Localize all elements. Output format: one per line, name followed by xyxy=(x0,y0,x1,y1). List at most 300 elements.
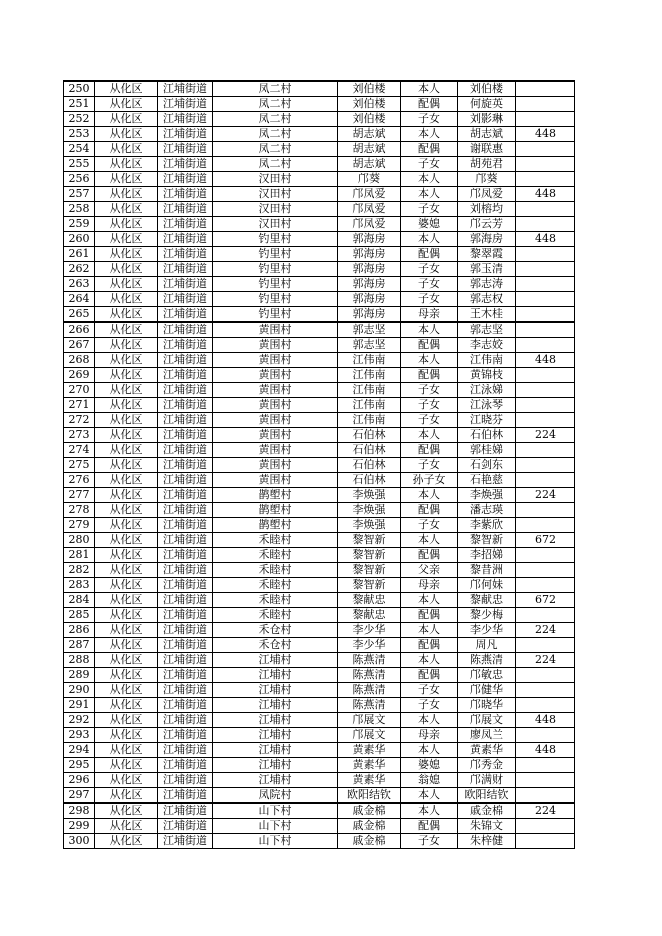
member-name-cell: 李志姣 xyxy=(458,338,516,353)
street-cell: 江埔街道 xyxy=(158,338,213,353)
relation-cell: 本人 xyxy=(401,623,458,638)
relation-cell: 子女 xyxy=(401,834,458,849)
table-row xyxy=(64,187,575,202)
relation-cell: 子女 xyxy=(401,383,458,398)
relation-cell: 母亲 xyxy=(401,578,458,593)
row-number-cell: 292 xyxy=(64,713,95,728)
village-cell: 凤二村 xyxy=(213,112,338,127)
row-number-cell: 267 xyxy=(64,338,95,353)
row-number-cell: 297 xyxy=(64,788,95,804)
relation-cell: 子女 xyxy=(401,413,458,428)
relation-cell: 子女 xyxy=(401,398,458,413)
district-cell: 从化区 xyxy=(95,338,158,353)
street-cell: 江埔街道 xyxy=(158,187,213,202)
household-head-cell: 李少华 xyxy=(338,623,401,638)
district-cell: 从化区 xyxy=(95,413,158,428)
district-cell: 从化区 xyxy=(95,473,158,488)
member-name-cell: 朱梓健 xyxy=(458,834,516,849)
member-name-cell: 胡志斌 xyxy=(458,127,516,142)
district-cell: 从化区 xyxy=(95,81,158,97)
row-number-cell: 280 xyxy=(64,533,95,548)
table-row xyxy=(64,803,575,819)
member-name-cell: 邝敏忠 xyxy=(458,668,516,683)
row-number-cell: 263 xyxy=(64,277,95,292)
member-name-cell: 邝展文 xyxy=(458,713,516,728)
table-row xyxy=(64,683,575,698)
row-number-cell: 293 xyxy=(64,728,95,743)
row-number-cell: 275 xyxy=(64,458,95,473)
street-cell: 江埔街道 xyxy=(158,112,213,127)
table-row xyxy=(64,127,575,142)
amount-cell xyxy=(516,698,575,713)
member-name-cell: 周凡 xyxy=(458,638,516,653)
household-head-cell: 陈燕清 xyxy=(338,683,401,698)
relation-cell: 配偶 xyxy=(401,503,458,518)
member-name-cell: 邝晓华 xyxy=(458,698,516,713)
household-head-cell: 李焕强 xyxy=(338,503,401,518)
member-name-cell: 刘伯楼 xyxy=(458,81,516,97)
village-cell: 江埔村 xyxy=(213,653,338,668)
district-cell: 从化区 xyxy=(95,503,158,518)
row-number-cell: 290 xyxy=(64,683,95,698)
relation-cell: 本人 xyxy=(401,353,458,368)
household-head-cell: 黄素华 xyxy=(338,743,401,758)
district-cell: 从化区 xyxy=(95,398,158,413)
household-head-cell: 江伟南 xyxy=(338,413,401,428)
village-cell: 禾仓村 xyxy=(213,623,338,638)
village-cell: 黄围村 xyxy=(213,458,338,473)
district-cell: 从化区 xyxy=(95,788,158,804)
village-cell: 江埔村 xyxy=(213,728,338,743)
relation-cell: 本人 xyxy=(401,488,458,503)
table-row xyxy=(64,217,575,232)
district-cell: 从化区 xyxy=(95,127,158,142)
village-cell: 汉田村 xyxy=(213,217,338,232)
relation-cell: 子女 xyxy=(401,202,458,217)
amount-cell xyxy=(516,758,575,773)
relation-cell: 本人 xyxy=(401,653,458,668)
street-cell: 江埔街道 xyxy=(158,653,213,668)
street-cell: 江埔街道 xyxy=(158,473,213,488)
row-number-cell: 265 xyxy=(64,307,95,323)
member-name-cell: 邝满财 xyxy=(458,773,516,788)
household-head-cell: 黎智新 xyxy=(338,533,401,548)
street-cell: 江埔街道 xyxy=(158,428,213,443)
village-cell: 凤二村 xyxy=(213,142,338,157)
street-cell: 江埔街道 xyxy=(158,157,213,172)
village-cell: 钓里村 xyxy=(213,292,338,307)
relation-cell: 配偶 xyxy=(401,142,458,157)
district-cell: 从化区 xyxy=(95,322,158,338)
table-row xyxy=(64,653,575,668)
row-number-cell: 278 xyxy=(64,503,95,518)
row-number-cell: 260 xyxy=(64,232,95,247)
household-head-cell: 郭志坚 xyxy=(338,338,401,353)
district-cell: 从化区 xyxy=(95,383,158,398)
household-head-cell: 刘伯楼 xyxy=(338,97,401,112)
member-name-cell: 郭海房 xyxy=(458,232,516,247)
household-head-cell: 江伟南 xyxy=(338,383,401,398)
street-cell: 江埔街道 xyxy=(158,819,213,834)
table-row xyxy=(64,548,575,563)
household-head-cell: 郭志坚 xyxy=(338,322,401,338)
member-name-cell: 胡苑君 xyxy=(458,157,516,172)
district-cell: 从化区 xyxy=(95,232,158,247)
relation-cell: 孙子女 xyxy=(401,473,458,488)
district-cell: 从化区 xyxy=(95,653,158,668)
household-head-cell: 江伟南 xyxy=(338,368,401,383)
household-head-cell: 郭海房 xyxy=(338,247,401,262)
street-cell: 江埔街道 xyxy=(158,593,213,608)
amount-cell xyxy=(516,398,575,413)
street-cell: 江埔街道 xyxy=(158,413,213,428)
district-cell: 从化区 xyxy=(95,458,158,473)
district-cell: 从化区 xyxy=(95,202,158,217)
member-name-cell: 戚金棉 xyxy=(458,803,516,819)
member-name-cell: 李紫欣 xyxy=(458,518,516,533)
row-number-cell: 283 xyxy=(64,578,95,593)
village-cell: 钓里村 xyxy=(213,262,338,277)
village-cell: 黄围村 xyxy=(213,383,338,398)
table-row xyxy=(64,458,575,473)
member-name-cell: 黄素华 xyxy=(458,743,516,758)
amount-cell xyxy=(516,834,575,849)
amount-cell xyxy=(516,608,575,623)
street-cell: 江埔街道 xyxy=(158,307,213,323)
relation-cell: 本人 xyxy=(401,81,458,97)
household-head-cell: 戚金棉 xyxy=(338,803,401,819)
relation-cell: 配偶 xyxy=(401,443,458,458)
row-number-cell: 296 xyxy=(64,773,95,788)
district-cell: 从化区 xyxy=(95,112,158,127)
relation-cell: 本人 xyxy=(401,322,458,338)
amount-cell xyxy=(516,142,575,157)
table-row xyxy=(64,232,575,247)
table-row xyxy=(64,758,575,773)
street-cell: 江埔街道 xyxy=(158,563,213,578)
table-row xyxy=(64,518,575,533)
relation-cell: 本人 xyxy=(401,187,458,202)
row-number-cell: 254 xyxy=(64,142,95,157)
row-number-cell: 295 xyxy=(64,758,95,773)
table-row xyxy=(64,307,575,323)
relation-cell: 婆媳 xyxy=(401,217,458,232)
table-row xyxy=(64,247,575,262)
household-head-cell: 胡志斌 xyxy=(338,157,401,172)
amount-cell xyxy=(516,262,575,277)
street-cell: 江埔街道 xyxy=(158,458,213,473)
member-name-cell: 邝云芳 xyxy=(458,217,516,232)
household-head-cell: 郭海房 xyxy=(338,292,401,307)
row-number-cell: 271 xyxy=(64,398,95,413)
row-number-cell: 262 xyxy=(64,262,95,277)
household-head-cell: 胡志斌 xyxy=(338,142,401,157)
relation-cell: 婆媳 xyxy=(401,758,458,773)
relation-cell: 子女 xyxy=(401,157,458,172)
relation-cell: 子女 xyxy=(401,458,458,473)
table-row xyxy=(64,713,575,728)
amount-cell xyxy=(516,443,575,458)
member-name-cell: 何旋英 xyxy=(458,97,516,112)
district-cell: 从化区 xyxy=(95,443,158,458)
village-cell: 江埔村 xyxy=(213,668,338,683)
amount-cell xyxy=(516,518,575,533)
household-head-cell: 刘伯楼 xyxy=(338,112,401,127)
village-cell: 凤二村 xyxy=(213,97,338,112)
street-cell: 江埔街道 xyxy=(158,262,213,277)
relation-cell: 母亲 xyxy=(401,307,458,323)
amount-cell xyxy=(516,172,575,187)
table-row xyxy=(64,488,575,503)
table-row xyxy=(64,142,575,157)
member-name-cell: 刘榕均 xyxy=(458,202,516,217)
relation-cell: 配偶 xyxy=(401,368,458,383)
relation-cell: 翁媳 xyxy=(401,773,458,788)
household-head-cell: 邝展文 xyxy=(338,713,401,728)
table-row xyxy=(64,834,575,849)
village-cell: 凤二村 xyxy=(213,127,338,142)
amount-cell xyxy=(516,368,575,383)
amount-cell xyxy=(516,638,575,653)
amount-cell xyxy=(516,307,575,323)
table-row xyxy=(64,172,575,187)
district-cell: 从化区 xyxy=(95,142,158,157)
street-cell: 江埔街道 xyxy=(158,368,213,383)
relation-cell: 本人 xyxy=(401,803,458,819)
district-cell: 从化区 xyxy=(95,488,158,503)
village-cell: 鹊塱村 xyxy=(213,518,338,533)
row-number-cell: 274 xyxy=(64,443,95,458)
district-cell: 从化区 xyxy=(95,292,158,307)
row-number-cell: 287 xyxy=(64,638,95,653)
relation-cell: 本人 xyxy=(401,127,458,142)
district-cell: 从化区 xyxy=(95,668,158,683)
village-cell: 钓里村 xyxy=(213,277,338,292)
table-row xyxy=(64,322,575,338)
amount-cell: 224 xyxy=(516,488,575,503)
amount-cell: 224 xyxy=(516,803,575,819)
relation-cell: 配偶 xyxy=(401,819,458,834)
household-head-cell: 邝葵 xyxy=(338,172,401,187)
village-cell: 禾睦村 xyxy=(213,608,338,623)
amount-cell: 224 xyxy=(516,653,575,668)
row-number-cell: 250 xyxy=(64,81,95,97)
amount-cell xyxy=(516,563,575,578)
member-name-cell: 黎翠霞 xyxy=(458,247,516,262)
household-head-cell: 黎献忠 xyxy=(338,608,401,623)
district-cell: 从化区 xyxy=(95,533,158,548)
household-head-cell: 邝凤爱 xyxy=(338,187,401,202)
street-cell: 江埔街道 xyxy=(158,788,213,804)
street-cell: 江埔街道 xyxy=(158,202,213,217)
street-cell: 江埔街道 xyxy=(158,713,213,728)
amount-cell xyxy=(516,97,575,112)
village-cell: 黄围村 xyxy=(213,338,338,353)
street-cell: 江埔街道 xyxy=(158,277,213,292)
member-name-cell: 黎昔洲 xyxy=(458,563,516,578)
household-head-cell: 李焕强 xyxy=(338,518,401,533)
district-cell: 从化区 xyxy=(95,608,158,623)
household-head-cell: 李焕强 xyxy=(338,488,401,503)
household-head-cell: 陈燕清 xyxy=(338,668,401,683)
village-cell: 禾睦村 xyxy=(213,548,338,563)
district-cell: 从化区 xyxy=(95,834,158,849)
street-cell: 江埔街道 xyxy=(158,172,213,187)
household-head-cell: 李少华 xyxy=(338,638,401,653)
member-name-cell: 潘志瑛 xyxy=(458,503,516,518)
village-cell: 山下村 xyxy=(213,803,338,819)
row-number-cell: 286 xyxy=(64,623,95,638)
village-cell: 黄围村 xyxy=(213,413,338,428)
street-cell: 江埔街道 xyxy=(158,803,213,819)
row-number-cell: 282 xyxy=(64,563,95,578)
member-name-cell: 李招娣 xyxy=(458,548,516,563)
table-row xyxy=(64,157,575,172)
relation-cell: 本人 xyxy=(401,593,458,608)
amount-cell xyxy=(516,383,575,398)
row-number-cell: 269 xyxy=(64,368,95,383)
table-row xyxy=(64,533,575,548)
street-cell: 江埔街道 xyxy=(158,443,213,458)
member-name-cell: 黄锦枝 xyxy=(458,368,516,383)
amount-cell: 672 xyxy=(516,533,575,548)
household-head-cell: 邝凤爱 xyxy=(338,217,401,232)
street-cell: 江埔街道 xyxy=(158,217,213,232)
street-cell: 江埔街道 xyxy=(158,518,213,533)
street-cell: 江埔街道 xyxy=(158,758,213,773)
relation-cell: 配偶 xyxy=(401,548,458,563)
household-head-cell: 石伯林 xyxy=(338,428,401,443)
household-head-cell: 黄素华 xyxy=(338,758,401,773)
amount-cell xyxy=(516,503,575,518)
district-cell: 从化区 xyxy=(95,578,158,593)
relation-cell: 父亲 xyxy=(401,563,458,578)
village-cell: 钓里村 xyxy=(213,247,338,262)
street-cell: 江埔街道 xyxy=(158,533,213,548)
row-number-cell: 255 xyxy=(64,157,95,172)
district-cell: 从化区 xyxy=(95,157,158,172)
household-head-cell: 戚金棉 xyxy=(338,834,401,849)
household-head-cell: 胡志斌 xyxy=(338,127,401,142)
street-cell: 江埔街道 xyxy=(158,322,213,338)
table-row xyxy=(64,112,575,127)
district-cell: 从化区 xyxy=(95,187,158,202)
member-name-cell: 江伟南 xyxy=(458,353,516,368)
village-cell: 凤二村 xyxy=(213,157,338,172)
member-name-cell: 石艳慈 xyxy=(458,473,516,488)
village-cell: 黄围村 xyxy=(213,443,338,458)
household-head-cell: 石伯林 xyxy=(338,473,401,488)
table-row xyxy=(64,623,575,638)
village-cell: 凤二村 xyxy=(213,81,338,97)
street-cell: 江埔街道 xyxy=(158,292,213,307)
amount-cell xyxy=(516,217,575,232)
member-name-cell: 邝葵 xyxy=(458,172,516,187)
village-cell: 禾睦村 xyxy=(213,578,338,593)
row-number-cell: 279 xyxy=(64,518,95,533)
member-name-cell: 邝秀金 xyxy=(458,758,516,773)
village-cell: 禾仓村 xyxy=(213,638,338,653)
table-row xyxy=(64,368,575,383)
district-cell: 从化区 xyxy=(95,247,158,262)
relation-cell: 配偶 xyxy=(401,668,458,683)
amount-cell: 448 xyxy=(516,713,575,728)
amount-cell xyxy=(516,683,575,698)
table-row xyxy=(64,383,575,398)
table-row xyxy=(64,398,575,413)
member-name-cell: 谢联惠 xyxy=(458,142,516,157)
member-name-cell: 王木桂 xyxy=(458,307,516,323)
household-head-cell: 欧阳结钦 xyxy=(338,788,401,804)
street-cell: 江埔街道 xyxy=(158,488,213,503)
village-cell: 黄围村 xyxy=(213,322,338,338)
member-name-cell: 石剑东 xyxy=(458,458,516,473)
street-cell: 江埔街道 xyxy=(158,127,213,142)
table-row xyxy=(64,292,575,307)
row-number-cell: 298 xyxy=(64,803,95,819)
household-head-cell: 黎智新 xyxy=(338,578,401,593)
household-head-cell: 黎智新 xyxy=(338,548,401,563)
district-cell: 从化区 xyxy=(95,593,158,608)
relation-cell: 子女 xyxy=(401,292,458,307)
village-cell: 江埔村 xyxy=(213,713,338,728)
table-row xyxy=(64,698,575,713)
relation-cell: 配偶 xyxy=(401,638,458,653)
household-head-cell: 刘伯楼 xyxy=(338,81,401,97)
amount-cell xyxy=(516,773,575,788)
table-row xyxy=(64,473,575,488)
amount-cell xyxy=(516,322,575,338)
district-cell: 从化区 xyxy=(95,743,158,758)
district-cell: 从化区 xyxy=(95,217,158,232)
district-cell: 从化区 xyxy=(95,428,158,443)
village-cell: 江埔村 xyxy=(213,743,338,758)
member-name-cell: 黎献忠 xyxy=(458,593,516,608)
household-head-cell: 石伯林 xyxy=(338,458,401,473)
street-cell: 江埔街道 xyxy=(158,142,213,157)
member-name-cell: 欧阳结钦 xyxy=(458,788,516,804)
member-name-cell: 刘影琳 xyxy=(458,112,516,127)
relation-cell: 配偶 xyxy=(401,608,458,623)
amount-cell xyxy=(516,292,575,307)
relation-cell: 母亲 xyxy=(401,728,458,743)
village-cell: 江埔村 xyxy=(213,758,338,773)
district-cell: 从化区 xyxy=(95,698,158,713)
row-number-cell: 258 xyxy=(64,202,95,217)
amount-cell: 448 xyxy=(516,743,575,758)
district-cell: 从化区 xyxy=(95,172,158,187)
table-row xyxy=(64,413,575,428)
village-cell: 黄围村 xyxy=(213,353,338,368)
household-head-cell: 郭海房 xyxy=(338,232,401,247)
street-cell: 江埔街道 xyxy=(158,398,213,413)
relation-cell: 本人 xyxy=(401,428,458,443)
street-cell: 江埔街道 xyxy=(158,834,213,849)
row-number-cell: 300 xyxy=(64,834,95,849)
street-cell: 江埔街道 xyxy=(158,743,213,758)
member-name-cell: 朱锦文 xyxy=(458,819,516,834)
member-name-cell: 黎智新 xyxy=(458,533,516,548)
row-number-cell: 264 xyxy=(64,292,95,307)
table-row xyxy=(64,608,575,623)
relation-cell: 本人 xyxy=(401,743,458,758)
amount-cell xyxy=(516,157,575,172)
household-head-cell: 邝凤爱 xyxy=(338,202,401,217)
member-name-cell: 李焕强 xyxy=(458,488,516,503)
table-row xyxy=(64,668,575,683)
table-row xyxy=(64,202,575,217)
row-number-cell: 252 xyxy=(64,112,95,127)
